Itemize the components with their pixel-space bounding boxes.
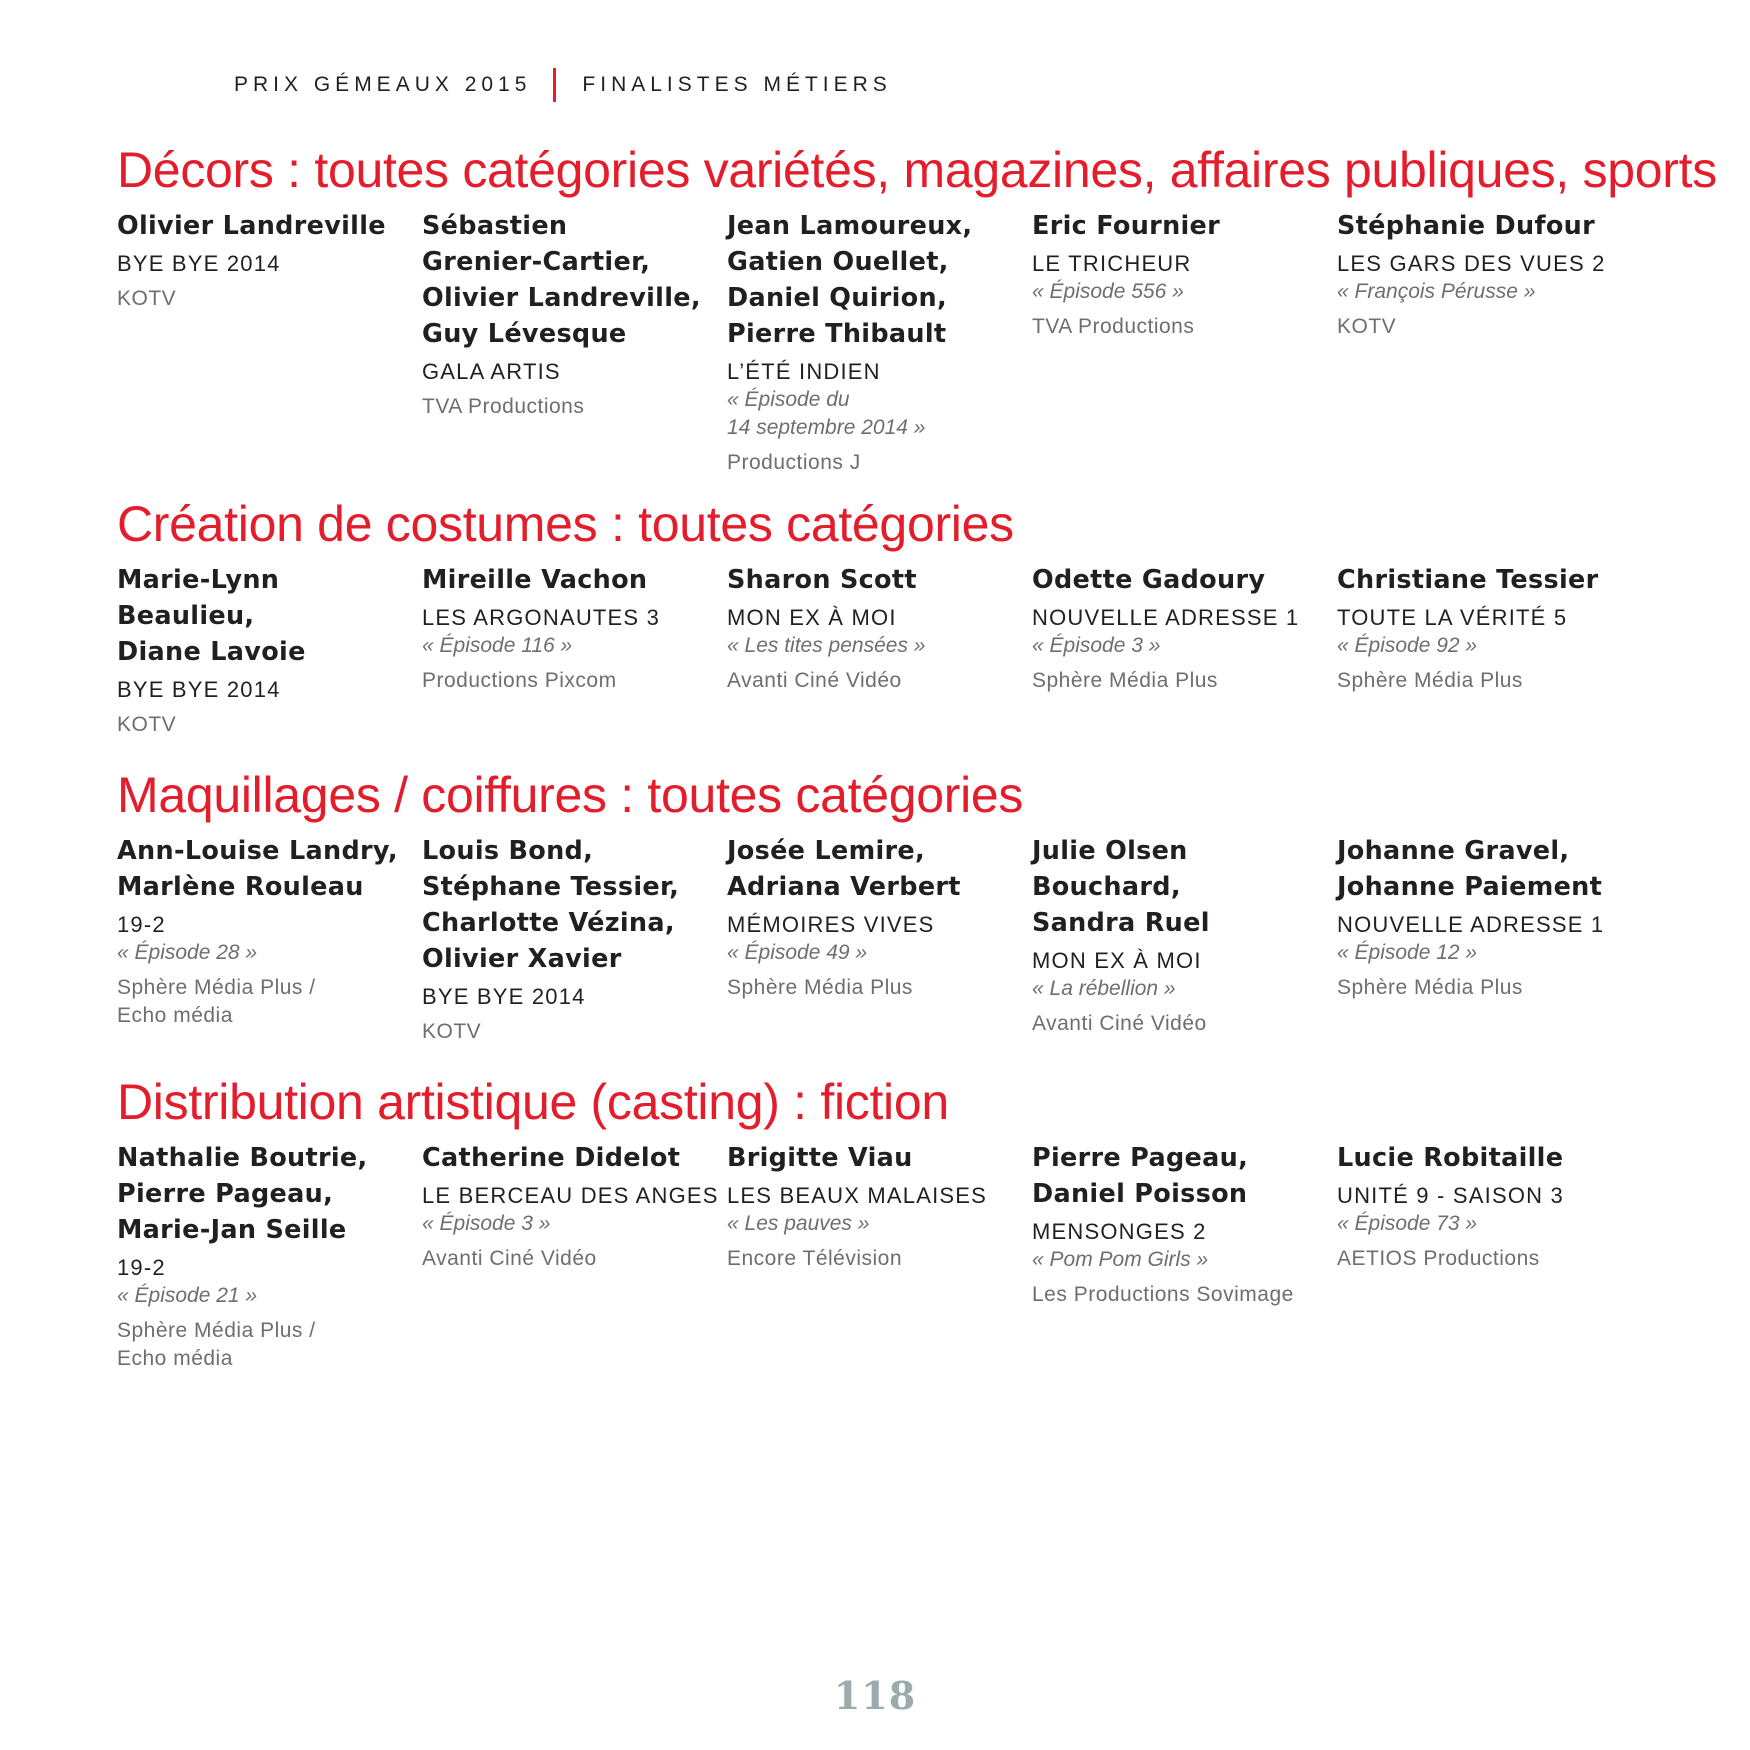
finalist-name: Lucie Robitaille xyxy=(1337,1143,1564,1173)
finalist-entry xyxy=(117,833,422,1046)
production-line: Sphère Média Plus xyxy=(1032,669,1218,692)
episode-title: « Épisode 12 » xyxy=(1337,941,1478,964)
production-line: Sphère Média Plus xyxy=(727,976,913,999)
finalist-entry xyxy=(422,833,727,1046)
production-line: Sphère Média Plus xyxy=(1337,669,1523,692)
finalist-name: Catherine Didelot xyxy=(422,1143,681,1173)
episode-title: « La rébellion » xyxy=(1032,977,1176,1000)
finalist-names xyxy=(1337,1140,1642,1176)
production-company xyxy=(1337,1245,1642,1273)
running-header xyxy=(234,68,892,102)
finalist-names xyxy=(117,562,422,670)
finalist-name: Diane Lavoie xyxy=(117,637,306,667)
finalist-names xyxy=(727,562,1032,598)
finalist-name: Julie Olsen xyxy=(1032,836,1188,866)
finalist-entry xyxy=(1032,562,1337,739)
episode-title: 14 septembre 2014 » xyxy=(727,416,926,439)
finalist-names xyxy=(117,1140,422,1248)
production-line: Les Productions Sovimage xyxy=(1032,1283,1294,1306)
show-title: NOUVELLE ADRESSE 1 xyxy=(1032,605,1300,630)
show-title: MÉMOIRES VIVES xyxy=(727,912,935,937)
finalist-names xyxy=(117,208,422,244)
finalist-name: Sandra Ruel xyxy=(1032,908,1210,938)
finalist-name: Sébastien xyxy=(422,211,568,241)
production-company xyxy=(1032,667,1337,695)
finalist-name: Guy Lévesque xyxy=(422,319,627,349)
episode-title: « Les tites pensées » xyxy=(727,634,926,657)
finalist-name: Louis Bond, xyxy=(422,836,594,866)
show-title: LE TRICHEUR xyxy=(1032,251,1192,276)
production-line: KOTV xyxy=(422,1020,482,1043)
production-line: Encore Télévision xyxy=(727,1247,903,1270)
finalist-entry xyxy=(727,833,1032,1046)
show-title: 19-2 xyxy=(117,1255,166,1280)
finalist-name: Pierre Pageau, xyxy=(117,1179,334,1209)
finalist-entry xyxy=(422,1140,727,1373)
finalist-entry xyxy=(1032,833,1337,1046)
finalist-names xyxy=(422,833,727,977)
finalist-name: Odette Gadoury xyxy=(1032,565,1266,595)
production-company xyxy=(1032,313,1337,341)
finalist-name: Olivier Landreville xyxy=(117,211,386,241)
finalist-name: Stéphanie Dufour xyxy=(1337,211,1595,241)
show-title: GALA ARTIS xyxy=(422,359,561,384)
production-company xyxy=(422,1245,727,1273)
finalist-name: Daniel Quirion, xyxy=(727,283,947,313)
production-company xyxy=(727,974,1032,1002)
production-line: TVA Productions xyxy=(422,395,585,418)
finalist-name: Christiane Tessier xyxy=(1337,565,1599,595)
finalist-name: Jean Lamoureux, xyxy=(727,211,973,241)
finalist-entry xyxy=(1337,1140,1642,1373)
show-title: L’ÉTÉ INDIEN xyxy=(727,359,881,384)
finalist-entry xyxy=(727,562,1032,739)
production-line: Avanti Ciné Vidéo xyxy=(727,669,902,692)
show-title: MON EX À MOI xyxy=(1032,948,1202,973)
finalist-name: Ann-Louise Landry, xyxy=(117,836,398,866)
finalist-entry xyxy=(117,208,422,477)
production-company xyxy=(117,974,422,1030)
production-company xyxy=(422,667,727,695)
finalist-name: Adriana Verbert xyxy=(727,872,961,902)
production-company xyxy=(422,1018,727,1046)
episode-title: « Pom Pom Girls » xyxy=(1032,1248,1209,1271)
finalist-names xyxy=(1032,1140,1337,1212)
finalist-name: Charlotte Vézina, xyxy=(422,908,675,938)
episode-title: « Épisode 556 » xyxy=(1032,280,1184,303)
episode-title: « Épisode 116 » xyxy=(422,634,573,657)
production-company xyxy=(1337,974,1642,1002)
production-company xyxy=(117,711,422,739)
show-title: MENSONGES 2 xyxy=(1032,1219,1207,1244)
finalist-entry xyxy=(1032,208,1337,477)
finalist-name: Beaulieu, xyxy=(117,601,255,631)
finalist-entry xyxy=(117,562,422,739)
production-line: KOTV xyxy=(117,713,177,736)
finalist-names xyxy=(1337,562,1642,598)
award-section xyxy=(117,765,1637,1046)
finalist-names xyxy=(422,208,727,352)
production-line: Productions Pixcom xyxy=(422,669,617,692)
production-line: Avanti Ciné Vidéo xyxy=(1032,1012,1207,1035)
finalist-names xyxy=(1032,208,1337,244)
award-section xyxy=(117,140,1717,477)
finalist-entry xyxy=(1337,208,1642,477)
show-title: UNITÉ 9 - SAISON 3 xyxy=(1337,1183,1564,1208)
finalist-name: Marie-Jan Seille xyxy=(117,1215,347,1245)
category-title: Maquillages / coiffures : toutes catégories xyxy=(117,767,1024,823)
production-company xyxy=(422,393,727,421)
award-section xyxy=(117,494,1637,739)
finalists-row xyxy=(117,208,1637,477)
finalist-name: Josée Lemire, xyxy=(727,836,925,866)
finalist-name: Grenier-Cartier, xyxy=(422,247,651,277)
finalist-names xyxy=(727,833,1032,905)
episode-title: « Les pauves » xyxy=(727,1212,870,1235)
show-title: MON EX À MOI xyxy=(727,605,897,630)
show-title: LE BERCEAU DES ANGES xyxy=(422,1183,719,1208)
finalist-names xyxy=(117,833,422,905)
production-company xyxy=(727,667,1032,695)
finalist-names xyxy=(1032,562,1337,598)
production-line: KOTV xyxy=(117,287,177,310)
show-title: BYE BYE 2014 xyxy=(422,984,586,1009)
finalists-row xyxy=(117,833,1637,1046)
episode-title: « Épisode 49 » xyxy=(727,941,868,964)
finalist-name: Daniel Poisson xyxy=(1032,1179,1248,1209)
header-publication: PRIX GÉMEAUX 2015 xyxy=(234,73,532,96)
award-section xyxy=(117,1072,1637,1373)
finalist-name: Sharon Scott xyxy=(727,565,917,595)
finalist-name: Pierre Pageau, xyxy=(1032,1143,1249,1173)
finalist-name: Olivier Xavier xyxy=(422,944,622,974)
show-title: NOUVELLE ADRESSE 1 xyxy=(1337,912,1605,937)
finalists-row xyxy=(117,1140,1637,1373)
finalist-name: Nathalie Boutrie, xyxy=(117,1143,368,1173)
show-title: LES BEAUX MALAISES xyxy=(727,1183,988,1208)
production-company xyxy=(1032,1281,1337,1309)
episode-title: « Épisode 21 » xyxy=(117,1284,258,1307)
header-divider xyxy=(553,68,556,102)
production-company xyxy=(1032,1010,1337,1038)
show-title: TOUTE LA VÉRITÉ 5 xyxy=(1337,605,1568,630)
episode-title: « Épisode du xyxy=(727,388,850,411)
finalist-entry xyxy=(1337,562,1642,739)
episode-title: « Épisode 73 » xyxy=(1337,1212,1478,1235)
production-line: KOTV xyxy=(1337,315,1397,338)
finalist-name: Johanne Paiement xyxy=(1337,872,1603,902)
category-title: Décors : toutes catégories variétés, magazines, affaires publiques, sports xyxy=(117,142,1717,198)
finalist-entry xyxy=(1337,833,1642,1046)
finalist-names xyxy=(1032,833,1337,941)
production-company xyxy=(1337,313,1642,341)
finalist-entry xyxy=(422,208,727,477)
finalist-name: Brigitte Viau xyxy=(727,1143,913,1173)
production-line: Sphère Média Plus / xyxy=(117,1319,316,1342)
finalist-name: Bouchard, xyxy=(1032,872,1181,902)
finalists-row xyxy=(117,562,1637,739)
finalist-name: Gatien Ouellet, xyxy=(727,247,949,277)
finalist-name: Marlène Rouleau xyxy=(117,872,364,902)
finalist-entry xyxy=(727,208,1032,477)
production-line: Sphère Média Plus / xyxy=(117,976,316,999)
show-title: BYE BYE 2014 xyxy=(117,251,281,276)
production-line: TVA Productions xyxy=(1032,315,1195,338)
episode-title: « François Pérusse » xyxy=(1337,280,1536,303)
finalist-name: Pierre Thibault xyxy=(727,319,947,349)
episode-title: « Épisode 3 » xyxy=(1032,634,1161,657)
finalist-names xyxy=(422,1140,727,1176)
production-line: AETIOS Productions xyxy=(1337,1247,1540,1270)
finalist-names xyxy=(1337,833,1642,905)
finalist-name: Johanne Gravel, xyxy=(1337,836,1570,866)
production-line: Sphère Média Plus xyxy=(1337,976,1523,999)
page-number: 118 xyxy=(833,1673,917,1718)
show-title: 19-2 xyxy=(117,912,166,937)
production-company xyxy=(727,449,1032,477)
episode-title: « Épisode 28 » xyxy=(117,941,258,964)
production-line: Echo média xyxy=(117,1004,233,1027)
category-title: Création de costumes : toutes catégories xyxy=(117,496,1014,552)
production-company xyxy=(727,1245,1032,1273)
finalist-name: Mireille Vachon xyxy=(422,565,648,595)
production-line: Echo média xyxy=(117,1347,233,1370)
show-title: LES GARS DES VUES 2 xyxy=(1337,251,1606,276)
episode-title: « Épisode 3 » xyxy=(422,1212,551,1235)
finalist-names xyxy=(422,562,727,598)
finalist-names xyxy=(727,208,1032,352)
finalist-name: Marie-Lynn xyxy=(117,565,280,595)
finalist-entry xyxy=(422,562,727,739)
finalist-entry xyxy=(117,1140,422,1373)
production-company xyxy=(117,1317,422,1373)
show-title: BYE BYE 2014 xyxy=(117,677,281,702)
category-title: Distribution artistique (casting) : fiction xyxy=(117,1074,949,1130)
finalist-names xyxy=(727,1140,1032,1176)
production-line: Avanti Ciné Vidéo xyxy=(422,1247,597,1270)
finalist-entry xyxy=(727,1140,1032,1373)
finalist-name: Stéphane Tessier, xyxy=(422,872,680,902)
finalist-names xyxy=(1337,208,1642,244)
header-section: FINALISTES MÉTIERS xyxy=(582,73,892,96)
production-company xyxy=(117,285,422,313)
finalist-name: Eric Fournier xyxy=(1032,211,1221,241)
finalist-entry xyxy=(1032,1140,1337,1373)
finalist-name: Olivier Landreville, xyxy=(422,283,701,313)
production-line: Productions J xyxy=(727,451,861,474)
production-company xyxy=(1337,667,1642,695)
episode-title: « Épisode 92 » xyxy=(1337,634,1478,657)
show-title: LES ARGONAUTES 3 xyxy=(422,605,661,630)
